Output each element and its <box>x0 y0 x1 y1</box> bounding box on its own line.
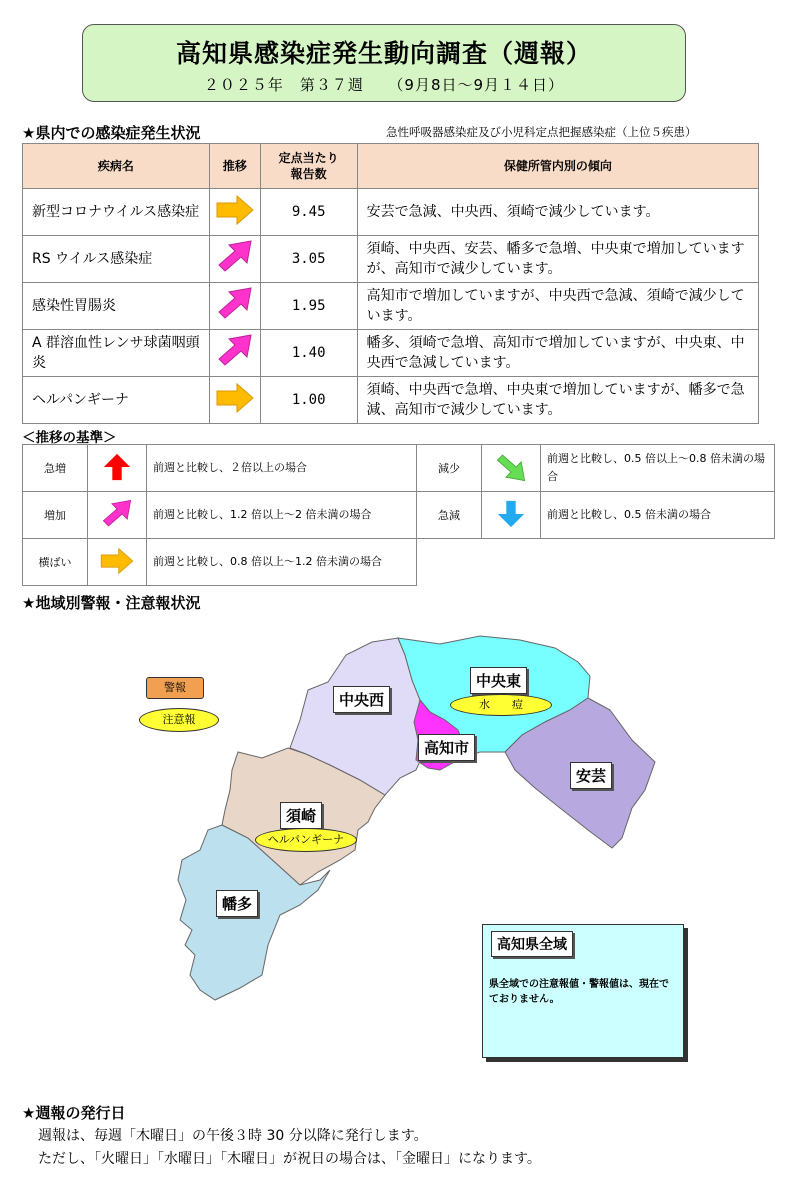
criteria-table <box>22 444 775 586</box>
col-header-tendency: 保健所管内別の傾向 <box>357 144 758 189</box>
arrow-right-orange-icon <box>88 539 147 586</box>
col-header-rate: 定点当たり報告数 <box>260 144 357 189</box>
tendency-text: 須崎、中央西、安芸、幡多で急増、中央東で増加していますが、高知市で減少しています。 <box>357 236 758 283</box>
disease-table <box>22 143 759 424</box>
map-label-susaki: 須崎 <box>280 802 322 829</box>
prefecture-panel-text: 県全域での注意報値・警報値は、現在でておりません。 <box>489 979 669 1005</box>
disease-name: A 群溶血性レンサ球菌咽頭炎 <box>23 330 210 377</box>
advisory-susaki: ヘルパンギーナ <box>255 828 357 852</box>
issue-line-1: 週報は、毎週「木曜日」の午後３時 30 分以降に発行します。 <box>38 1128 428 1144</box>
criteria-row <box>23 492 775 539</box>
rate-value: 1.40 <box>260 330 357 377</box>
criteria-desc: 前週と比較し、1.2 倍以上～2 倍未満の場合 <box>147 492 417 539</box>
table-row <box>23 236 759 283</box>
prefecture-panel <box>482 924 684 1058</box>
criteria-label: 横ばい <box>23 539 88 586</box>
rate-value: 1.95 <box>260 283 357 330</box>
report-period: ２０２５年 第３７週 （9月8日～9月１４日） <box>203 76 565 94</box>
tendency-text: 安芸で急減、中央西、須崎で減少しています。 <box>357 189 758 236</box>
arrow-right-icon <box>209 377 260 424</box>
arrow-down-right-green-icon <box>482 445 541 492</box>
table-header-row <box>23 144 759 189</box>
arrow-up-right-icon <box>209 330 260 377</box>
disease-name: RS ウイルス感染症 <box>23 236 210 283</box>
map-label-hata: 幡多 <box>216 890 258 917</box>
report-title: 高知県感染症発生動向調査（週報） <box>175 39 592 68</box>
criteria-desc: 前週と比較し、0.5 倍未満の場合 <box>541 492 775 539</box>
map-label-chuo-nishi: 中央西 <box>333 686 390 713</box>
issue-line-2: ただし、「火曜日」「水曜日」「木曜日」が祝日の場合は、「金曜日」になります。 <box>38 1151 541 1167</box>
arrow-right-icon <box>209 189 260 236</box>
disease-name: 感染性胃腸炎 <box>23 283 210 330</box>
tendency-text: 高知市で増加していますが、中央西で急減、須崎で減少しています。 <box>357 283 758 330</box>
legend-advisory: 注意報 <box>139 708 219 732</box>
tendency-text: 須崎、中央西で急増、中央東で増加していますが、幡多で急減、高知市で減少しています。 <box>357 377 758 424</box>
criteria-heading: ＜推移の基準＞ <box>22 430 117 446</box>
section-issue-heading: ★週報の発行日 <box>22 1104 126 1122</box>
map-label-chuo-higashi: 中央東 <box>470 667 527 694</box>
criteria-desc: 前週と比較し、0.8 倍以上～1.2 倍未満の場合 <box>147 539 417 586</box>
arrow-up-right-icon <box>209 283 260 330</box>
arrow-up-red-icon <box>88 445 147 492</box>
rate-value: 1.00 <box>260 377 357 424</box>
section-outbreak-note: 急性呼吸器感染症及び小児科定点把握感染症（上位５疾患） <box>386 125 697 139</box>
disease-name: ヘルパンギーナ <box>23 377 210 424</box>
advisory-chuo-higashi: 水 痘 <box>450 694 552 716</box>
arrow-up-right-magenta-icon <box>88 492 147 539</box>
criteria-label: 減少 <box>417 445 482 492</box>
table-row <box>23 283 759 330</box>
arrow-down-blue-icon <box>482 492 541 539</box>
prefecture-panel-title: 高知県全域 <box>491 931 573 957</box>
section-outbreak-heading: ★県内での感染症発生状況 <box>22 124 201 142</box>
table-row <box>23 330 759 377</box>
criteria-label: 急減 <box>417 492 482 539</box>
rate-value: 9.45 <box>260 189 357 236</box>
tendency-text: 幡多、須崎で急増、高知市で増加していますが、中央東、中央西で急減しています。 <box>357 330 758 377</box>
criteria-row <box>23 445 775 492</box>
table-row <box>23 189 759 236</box>
criteria-desc: 前週と比較し、0.5 倍以上～0.8 倍未満の場合 <box>541 445 775 492</box>
map-label-aki: 安芸 <box>570 762 612 789</box>
rate-value: 3.05 <box>260 236 357 283</box>
criteria-label: 急増 <box>23 445 88 492</box>
criteria-label: 増加 <box>23 492 88 539</box>
report-header <box>82 24 686 102</box>
arrow-up-right-icon <box>209 236 260 283</box>
col-header-trend: 推移 <box>209 144 260 189</box>
disease-name: 新型コロナウイルス感染症 <box>23 189 210 236</box>
section-regional-heading: ★地域別警報・注意報状況 <box>22 594 201 612</box>
map-label-kochi-city: 高知市 <box>418 734 475 761</box>
legend-warning: 警報 <box>146 677 204 699</box>
table-row <box>23 377 759 424</box>
criteria-desc: 前週と比較し、２倍以上の場合 <box>147 445 417 492</box>
col-header-disease: 疾病名 <box>23 144 210 189</box>
criteria-row <box>23 539 775 586</box>
